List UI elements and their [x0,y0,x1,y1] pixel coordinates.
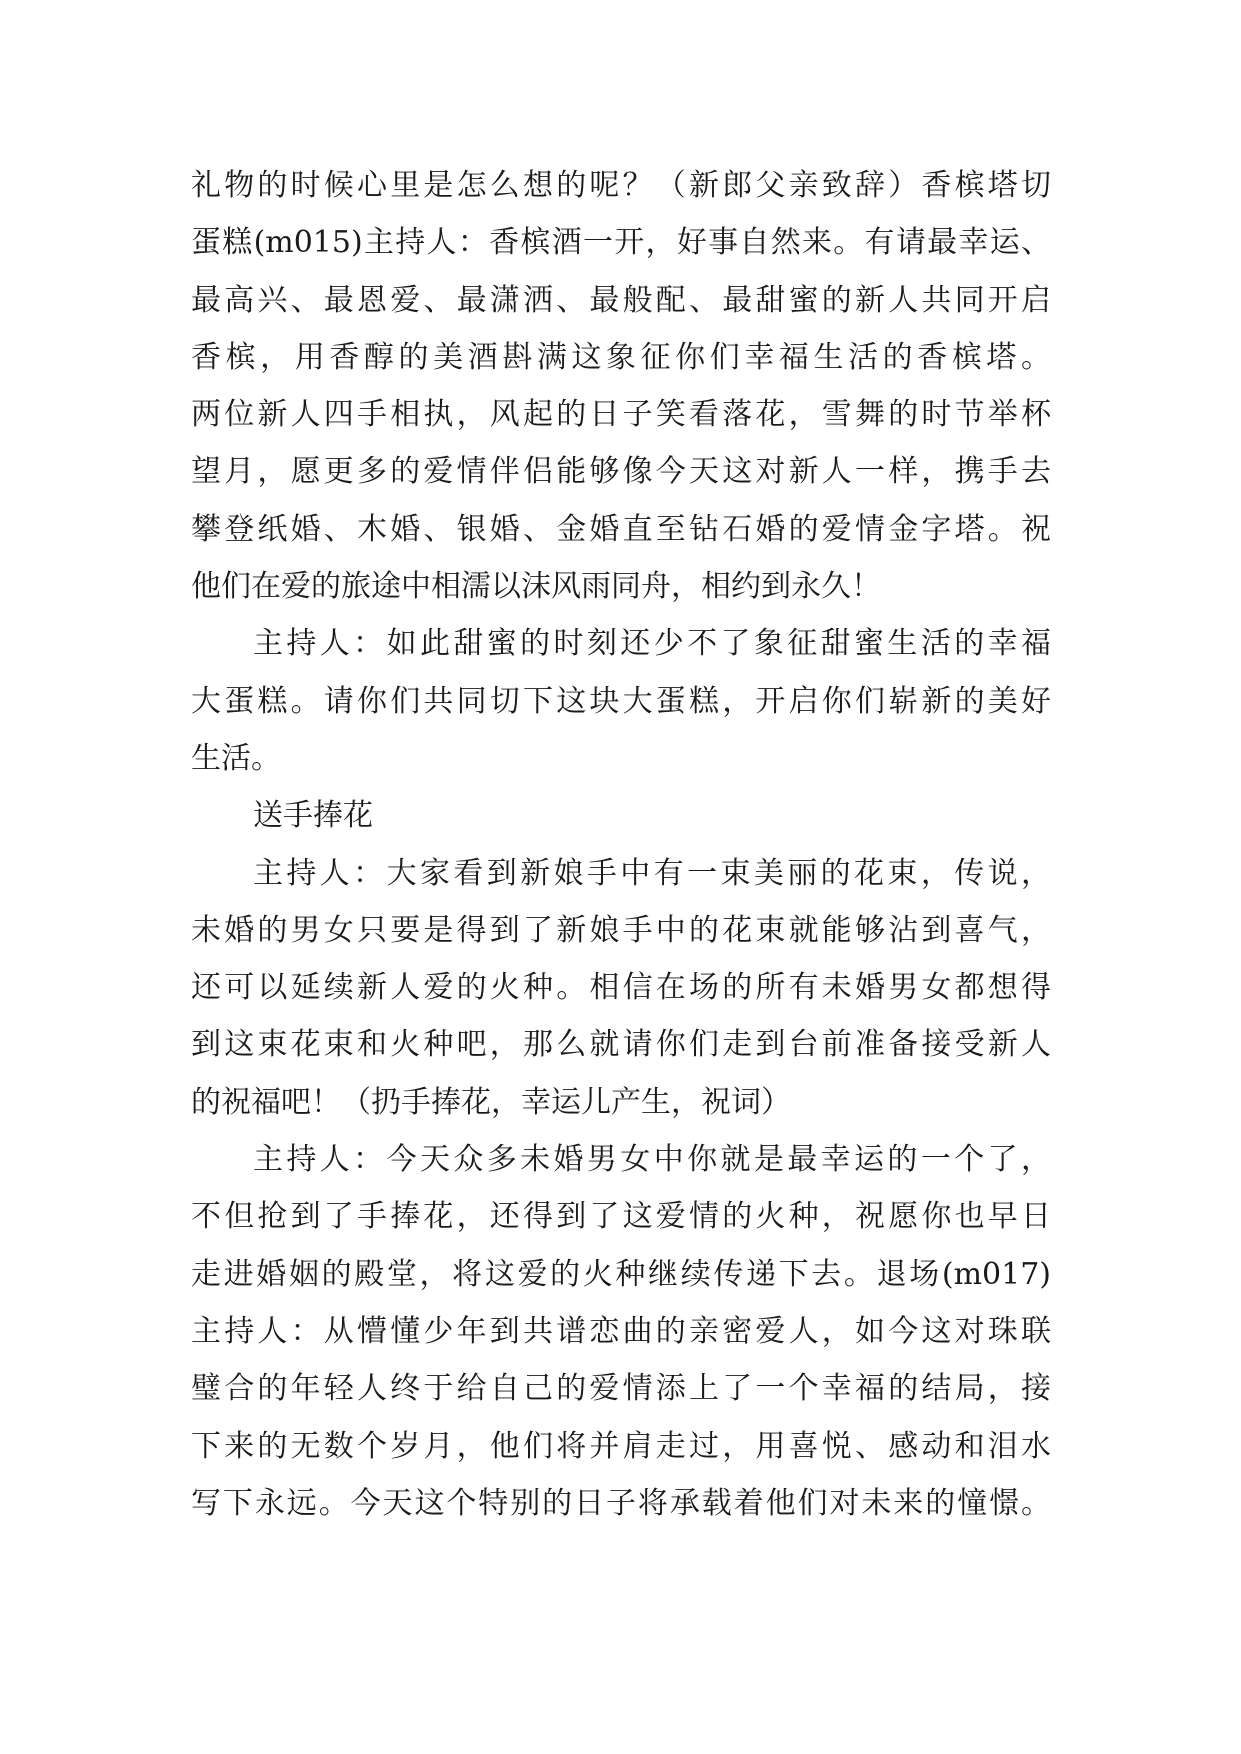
text-line: 写下永远。今天这个特别的日子将承载着他们对未来的憧憬。 [191,1485,1051,1521]
text-line: 璧合的年轻人终于给自己的爱情添上了一个幸福的结局，接 [191,1371,1051,1407]
text-line: 不但抢到了手捧花，还得到了这爱情的火种，祝愿你也早日 [191,1199,1051,1235]
text-line: 香槟，用香醇的美酒斟满这象征你们幸福生活的香槟塔。 [191,339,1051,375]
text-line: 他们在爱的旅途中相濡以沫风雨同舟，相约到永久！ [191,569,881,605]
text-line: 大蛋糕。请你们共同切下这块大蛋糕，开启你们崭新的美好 [191,683,1051,719]
text-line: 蛋糕(m015)主持人：香槟酒一开，好事自然来。有请最幸运、 [191,225,1051,261]
text-line: 攀登纸婚、木婚、银婚、金婚直至钻石婚的爱情金字塔。祝 [191,511,1051,547]
text-line: 最高兴、最恩爱、最潇洒、最般配、最甜蜜的新人共同开启 [191,282,1051,318]
text-line: 望月，愿更多的爱情伴侣能够像今天这对新人一样，携手去 [191,454,1051,490]
text-line: 到这束花束和火种吧，那么就请你们走到台前准备接受新人 [191,1027,1051,1063]
text-line: 两位新人四手相执，风起的日子笑看落花，雪舞的时节举杯 [191,397,1051,433]
text-line: 下来的无数个岁月，他们将并肩走过，用喜悦、感动和泪水 [191,1428,1051,1464]
text-line: 送手捧花 [253,798,373,834]
text-line: 的祝福吧！（扔手捧花，幸运儿产生，祝词） [191,1084,791,1120]
text-line: 生活。 [191,740,281,776]
text-line: 主持人：如此甜蜜的时刻还少不了象征甜蜜生活的幸福 [253,626,1051,662]
text-line: 还可以延续新人爱的火种。相信在场的所有未婚男女都想得 [191,970,1051,1006]
text-line: 礼物的时候心里是怎么想的呢？（新郎父亲致辞）香槟塔切 [191,168,1051,203]
text-line: 未婚的男女只要是得到了新娘手中的花束就能够沾到喜气， [191,912,1051,948]
document-body [191,157,1051,1532]
text-line: 主持人：今天众多未婚男女中你就是最幸运的一个了， [253,1142,1051,1178]
text-line: 主持人：大家看到新娘手中有一束美丽的花束，传说， [253,855,1051,891]
text-line: 主持人：从懵懂少年到共谱恋曲的亲密爱人，如今这对珠联 [191,1313,1051,1349]
text-line: 走进婚姻的殿堂，将这爱的火种继续传递下去。退场(m017) [191,1256,1051,1292]
